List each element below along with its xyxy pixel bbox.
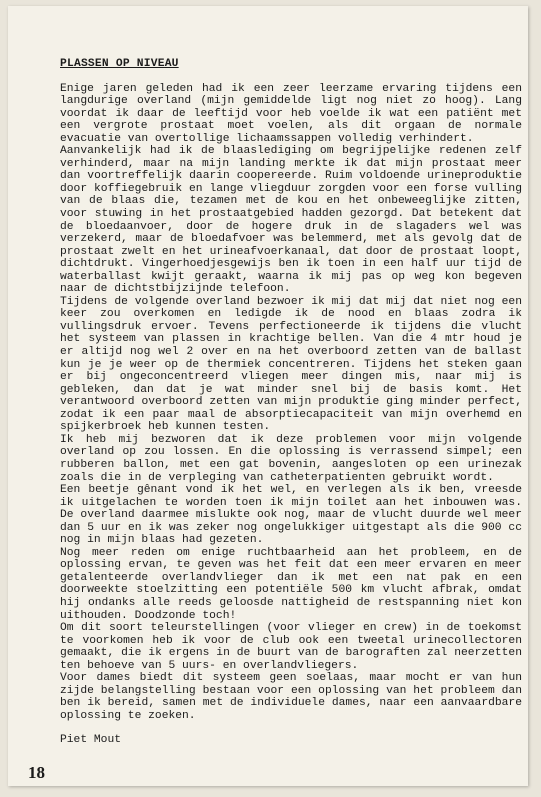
author-signature: Piet Mout — [60, 734, 122, 747]
article-title: PLASSEN OP NIVEAU — [60, 58, 179, 70]
paragraph: Tijdens de volgende overland bezwoer ik mij dat mij dat niet nog een keer zou overkomen en ledigde ik de nood en blaas zodra ik vullingsdruk ervoer. Tevens perfectioneerde ik tijdens die vlucht het systeem van plassen in krachtige bellen. Van die 4 mtr houd je er altijd nog wel 2 over en na het overboord zetten van de ballast kun je je weer op de thermiek concentreren. Tijdens het steken gaan er bij ongeconcentreerd vliegen meer dingen mis, naar mij is gebleken, dan dat je wat minder snel bij de basis komt. Het verantwoord overboord zetten van mijn produktie ging minder perfect, zodat ik een paar maal de absorptiecapaciteit van mijn overhemd en spijkerbroek heb kunnen testen. — [60, 295, 522, 434]
paragraph: Een beetje gênant vond ik het wel, en verlegen als ik ben, vreesde ik uitgelachen te worden toen ik mijn toilet aan het inbouwen was. De overland daarmee mislukte ook nog, maar de vlucht duurde wel meer dan 5 uur en ik was zeker nog ongelukkiger uitgestapt als die 900 cc nog in mijn blaas had gezeten. — [60, 484, 522, 547]
paragraph: Aanvankelijk had ik de blaaslediging om begrijpelijke redenen zelf verhinderd, maar na mijn landing merkte ik dat mijn prostaat meer dan voortreffelijk daarin coopereerde. Ruim voldoende urineproduktie door koffiegebruik en lange vliegduur zorgden voor een forse vulling van de blaas die, tezamen met de kou en het onbeweeglijke zitten, voor stuwing in het prostaatgebied hadden gezorgd. Dat betekent dat de bloedaanvoer, door de hogere druk in de slagaders wel was verzekerd, maar de bloedafvoer was belemmerd, met als gevolg dat de prostaat zwelt en het urineafvoerkanaal, dat door de prostaat loopt, dichtdrukt. Vingerhoedjesgewijs ben ik toen in een half uur tijd de waterballast kwijt geraakt, waarna ik mij pas op weg kon begeven naar de dichtstbijzijnde telefoon. — [60, 145, 522, 296]
page-number: 18 — [28, 763, 45, 782]
magazine-page — [8, 6, 528, 786]
paragraph: Nog meer reden om enige ruchtbaarheid aan het probleem, en de oplossing ervan, te geven was het feit dat een meer ervaren en meer getalenteerde overlandvlieger dan ik met een nat pak en een doorweekte stoelzitting een potentiële 500 km vlucht afbrak, omdat hij ondanks alle reeds geloosde nattigheid de restspanning niet kon uithouden. Doodzonde toch! — [60, 546, 522, 622]
paragraph: Om dit soort teleurstellingen (voor vlieger en crew) in de toekomst te voorkomen heb ik voor de club ook een tweetal urinecollectoren gemaakt, die ik ergens in de buurt van de barograften zal neerzetten ten behoeve van 5 uurs- en overlandvliegers. — [60, 622, 522, 672]
paragraph: Voor dames biedt dit systeem geen soelaas, maar mocht er van hun zijde belangstelling bestaan voor een oplossing van het probleem dan ben ik bereid, samen met de individuele dames, naar een aanvaardbare oplossing te zoeken. — [60, 672, 522, 722]
paragraph: Enige jaren geleden had ik een zeer leerzame ervaring tijdens een langdurige overland (mijn gemiddelde ligt nog niet zo hoog). Lang voordat ik daar de leeftijd voor heb voelde ik wat een patiënt met een vergrote prostaat moet voelen, als dit orgaan de normale evacuatie van overtollige lichaamssappen volledig verhindert. — [60, 82, 522, 145]
article — [60, 58, 522, 747]
paragraph: Ik heb mij bezworen dat ik deze problemen voor mijn volgende overland op zou lossen. En die oplossing is verrassend simpel; een rubberen ballon, met een gat bovenin, aangesloten op een urinezak zoals die in de verpleging van catheterpatienten gebruikt wordt. — [60, 433, 522, 484]
